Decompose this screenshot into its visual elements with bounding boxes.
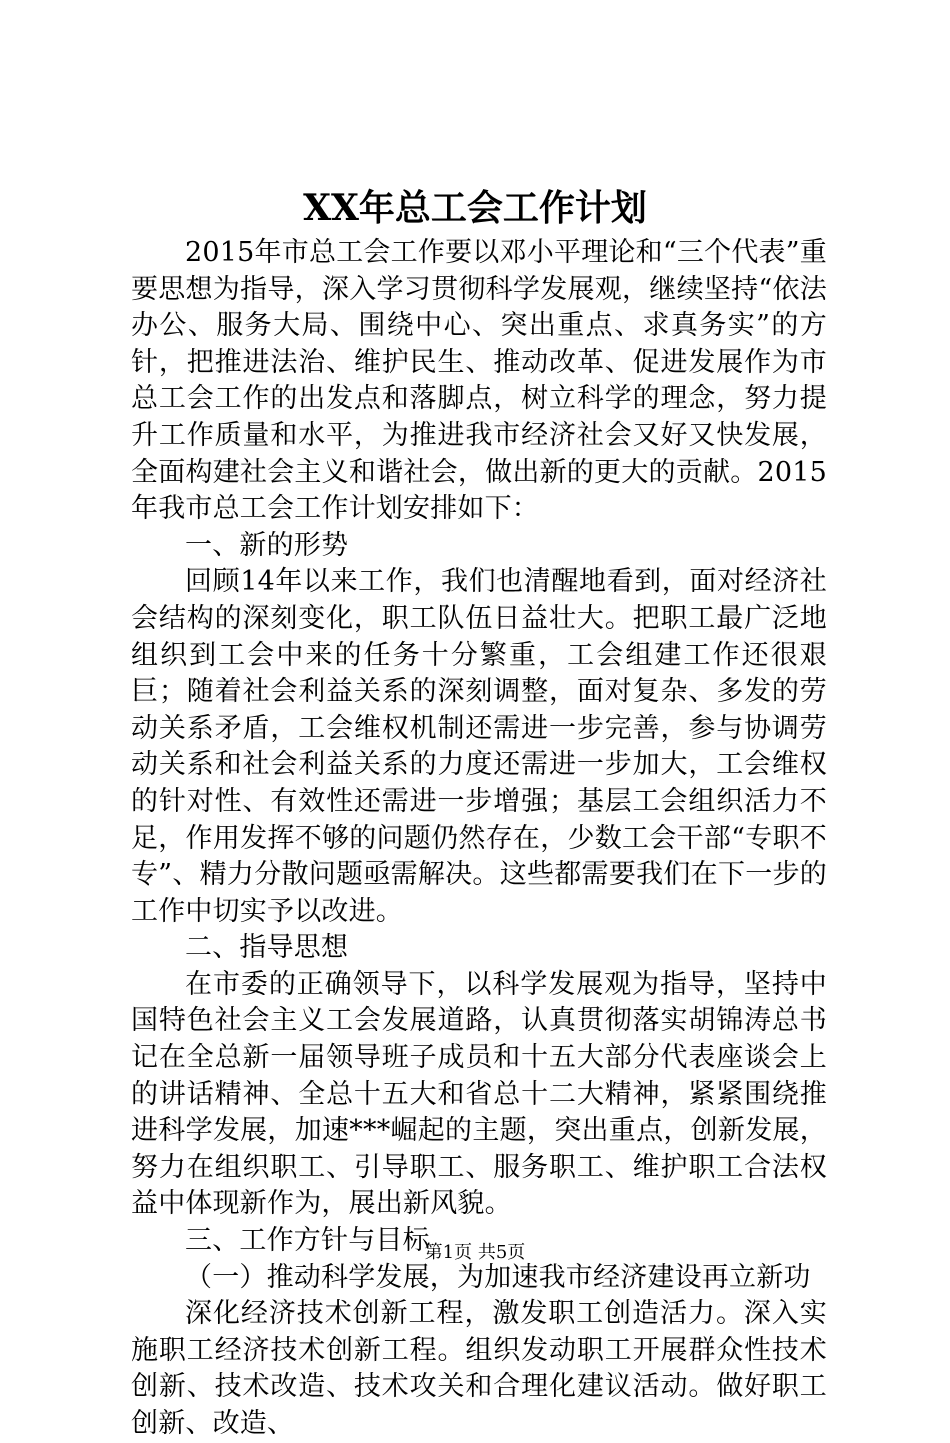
section-heading-new-situation: 一、新的形势 [185, 529, 349, 561]
paragraph-intro: 2015年市总工会工作要以邓小平理论和“三个代表”重要思想为指导，深入学习贯彻科学发展观，继续坚持“依法办公、服务大局、围绕中心、突出重点、求真务实”的方针，把推进法治、维护民生、推动改革、促进发展作为市总工会工作的出发点和落脚点，树立科学的理念，努力提升工作质量和水平，为推进我市经济社会又好又快发展，全面构建社会主义和谐社会，做出新的更大的贡献。2015年我市总工会工作计划安排如下： [131, 237, 827, 525]
section-heading-guiding-ideology: 二、指导思想 [185, 932, 349, 964]
page-footer: 第1页 共5页 [424, 1242, 526, 1263]
paragraph-new-situation: 回顾14年以来工作，我们也清醒地看到，面对经济社会结构的深刻变化，职工队伍日益壮大。把职工最广泛地组织到工会中来的任务十分繁重，工会组建工作还很艰巨；随着社会利益关系的深刻调整，面对复杂、多发的劳动关系矛盾，工会维权机制还需进一步完善，参与协调劳动关系和社会利益关系的力度还需进一步加大，工会维权的针对性、有效性还需进一步增强；基层工会组织活力不足，作用发挥不够的问题仍然存在，少数工会干部“专职不专”、精力分散问题亟需解决。这些都需要我们在下一步的工作中切实予以改进。 [131, 566, 827, 927]
paragraph-innovation: 深化经济技术创新工程，激发职工创造活力。深入实施职工经济技术创新工程。组织发动职工开展群众性技术创新、技术改造、技术攻关和合理化建议活动。做好职工创新、改造、 [131, 1298, 827, 1439]
section-heading-policy-goals: 三、工作方针与目标 [185, 1225, 430, 1257]
subsection-heading-1: （一）推动科学发展，为加速我市经济建设再立新功 [185, 1261, 811, 1293]
paragraph-guiding-ideology: 在市委的正确领导下，以科学发展观为指导，坚持中国特色社会主义工会发展道路，认真贯彻落实胡锦涛总书记在全总新一届领导班子成员和十五大部分代表座谈会上的讲话精神、全总十五大和省总十二大精神，紧紧围绕推进科学发展，加速***崛起的主题，突出重点，创新发展，努力在组织职工、引导职工、服务职工、维护职工合法权益中体现新作为，展出新风貌。 [131, 968, 827, 1220]
document-title: XX年总工会工作计划 [303, 187, 647, 229]
